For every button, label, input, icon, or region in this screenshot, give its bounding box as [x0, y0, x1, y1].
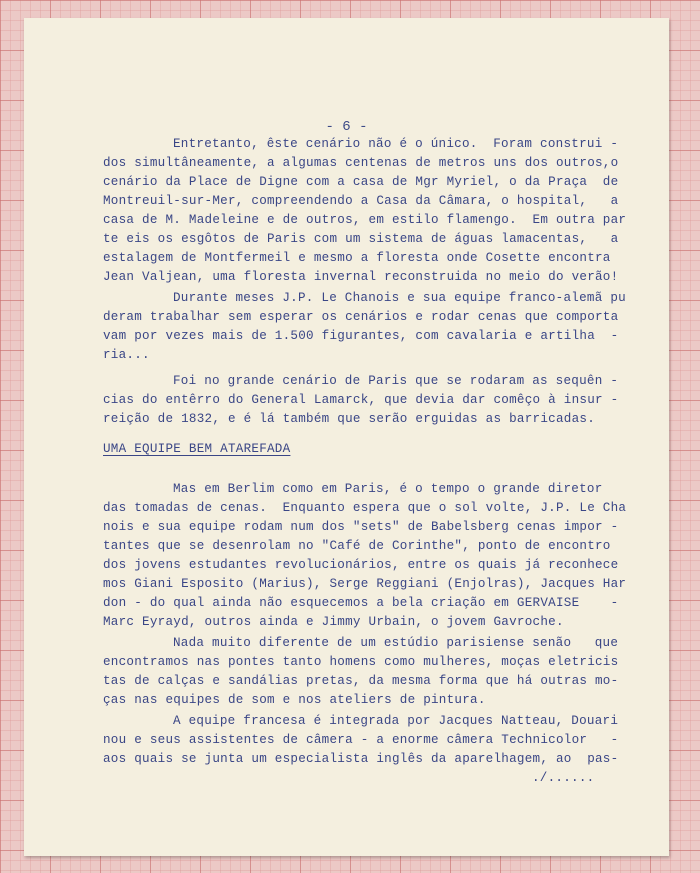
text-line: encontramos nas pontes tanto homens como mulheres, moças eletricis — [103, 655, 619, 669]
text-line: Nada muito diferente de um estúdio parisiense senão que — [173, 636, 619, 650]
text-line: cenário da Place de Digne com a casa de Mgr Myriel, o da Praça de — [103, 175, 619, 189]
text-line: Entretanto, êste cenário não é o único. Foram construi - — [173, 137, 619, 151]
text-line: A equipe francesa é integrada por Jacques Natteau, Douari — [173, 714, 619, 728]
text-line: reição de 1832, e é lá também que serão erguidas as barricadas. — [103, 412, 595, 426]
text-line: vam por vezes mais de 1.500 figurantes, com cavalaria e artilha - — [103, 329, 619, 343]
text-line: deram trabalhar sem esperar os cenários e rodar cenas que comporta — [103, 310, 619, 324]
text-line: estalagem de Montfermeil e mesmo a floresta onde Cosette encontra — [103, 251, 611, 265]
text-line: casa de M. Madeleine e de outros, em estilo flamengo. Em outra par — [103, 213, 627, 227]
text-line: Marc Eyrayd, outros ainda e Jimmy Urbain, o jovem Gavroche. — [103, 615, 564, 629]
continuation-mark: ./...... — [532, 771, 595, 785]
text-line: cias do entêrro do General Lamarck, que devia dar comêço à insur - — [103, 393, 619, 407]
text-line: don - do qual ainda não esquecemos a bela criação em GERVAISE - — [103, 596, 619, 610]
text-line: tas de calças e sandálias pretas, da mesma forma que há outras mo- — [103, 674, 619, 688]
text-line: mos Giani Esposito (Marius), Serge Reggiani (Enjolras), Jacques Har — [103, 577, 627, 591]
text-line: Foi no grande cenário de Paris que se rodaram as sequên - — [173, 374, 619, 388]
text-line: dos jovens estudantes revolucionários, entre os quais já reconhece — [103, 558, 619, 572]
text-line: dos simultâneamente, a algumas centenas de metros uns dos outros,o — [103, 156, 619, 170]
text-line: Durante meses J.P. Le Chanois e sua equipe franco-alemã pu — [173, 291, 626, 305]
text-line: Jean Valjean, uma floresta invernal reconstruida no meio do verão! — [103, 270, 619, 284]
typewritten-page — [24, 18, 669, 856]
text-line: aos quais se junta um especialista inglês da aparelhagem, ao pas- — [103, 752, 619, 766]
text-line: nois e sua equipe rodam num dos "sets" de Babelsberg cenas impor - — [103, 520, 619, 534]
page-body — [24, 18, 669, 856]
page-number: - 6 - — [325, 119, 368, 135]
text-line: Mas em Berlim como em Paris, é o tempo o grande diretor — [173, 482, 603, 496]
section-heading: UMA EQUIPE BEM ATAREFADA — [103, 442, 291, 456]
text-line: ria... — [103, 348, 150, 362]
text-line: das tomadas de cenas. Enquanto espera que o sol volte, J.P. Le Cha — [103, 501, 627, 515]
text-line: tantes que se desenrolam no "Café de Corinthe", ponto de encontro — [103, 539, 611, 553]
text-line: Montreuil-sur-Mer, compreendendo a Casa da Câmara, o hospital, a — [103, 194, 619, 208]
text-line: te eis os esgôtos de Paris com um sistema de águas lamacentas, a — [103, 232, 619, 246]
text-line: nou e seus assistentes de câmera - a enorme câmera Technicolor - — [103, 733, 619, 747]
text-line: ças nas equipes de som e nos ateliers de pintura. — [103, 693, 486, 707]
